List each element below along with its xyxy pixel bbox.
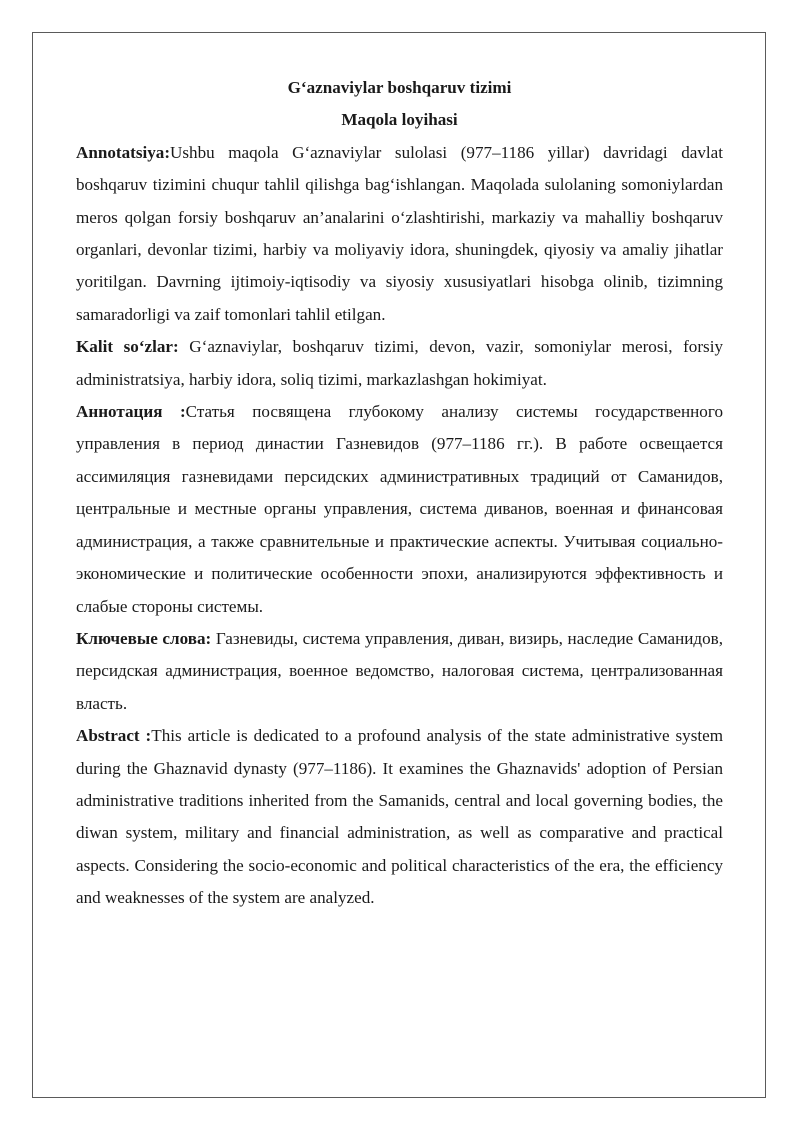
- abstract-en: [76, 720, 723, 914]
- keywords-ru-label: Ключевые слова:: [76, 628, 212, 648]
- keywords-ru-text: Газневиды, система управления, диван, визирь, наследие Саманидов, персидская администрация, военное ведомство, налоговая система, централизованная власть.: [76, 628, 723, 713]
- annotation-ru-text: Статья посвящена глубокому анализу системы государственного управления в период династии Газневидов (977–1186 гг.). В работе освещается ассимиляция газневидами персидских административных традиций от Саманидов, центральные и местные органы управления, система диванов, военная и финансовая администрация, а также сравнительные и практические аспекты. Учитывая социально-экономические и политические особенности эпохи, анализируются эффективность и слабые стороны системы.: [76, 402, 723, 616]
- keywords-ru: [76, 623, 723, 720]
- annotation-uz-text: Ushbu maqola G‘aznaviylar sulolasi (977–1186 yillar) davridagi davlat boshqaruv tizimini chuqur tahlil qilishga bag‘ishlangan. Maqolada sulolaning somoniylardan meros qolgan forsiy boshqaruv an’analarini o‘zlashtirishi, markaziy va mahalliy boshqaruv organlari, devonlar tizimi, harbiy va moliyaviy idora, shuningdek, qiyosiy va amaliy jihatlar yoritilgan. Davrning ijtimoiy-iqtisodiy va siyosiy xususiyatlari hisobga olinib, tizimning samaradorligi va zaif tomonlari tahlil etilgan.: [76, 142, 723, 324]
- annotation-ru-label: Аннотация :: [76, 402, 186, 422]
- abstract-en-text: This article is dedicated to a profound analysis of the state administrative system during the Ghaznavid dynasty (977–1186). It examines the Ghaznavids' adoption of Persian administrative traditions inherited from the Samanids, central and local governing bodies, the diwan system, military and financial administration, as well as comparative and practical aspects. Considering the socio-economic and political characteristics of the era, the efficiency and weaknesses of the system are analyzed.: [76, 726, 723, 908]
- keywords-uz: [76, 331, 723, 396]
- abstract-en-label: Abstract :: [76, 726, 152, 746]
- document-subtitle: Maqola loyihasi: [341, 110, 458, 130]
- annotation-ru: [76, 396, 723, 623]
- keywords-uz-label: Kalit so‘zlar:: [76, 337, 179, 357]
- keywords-uz-text: G‘aznaviylar, boshqaruv tizimi, devon, vazir, somoniylar merosi, forsiy administratsiya, harbiy idora, soliq tizimi, markazlashgan hokimiyat.: [76, 337, 723, 389]
- annotation-uz: [76, 137, 723, 331]
- document-body: [76, 72, 723, 915]
- annotation-uz-label: Annotatsiya:: [76, 142, 171, 162]
- document-title: G‘aznaviylar boshqaruv tizimi: [287, 78, 512, 97]
